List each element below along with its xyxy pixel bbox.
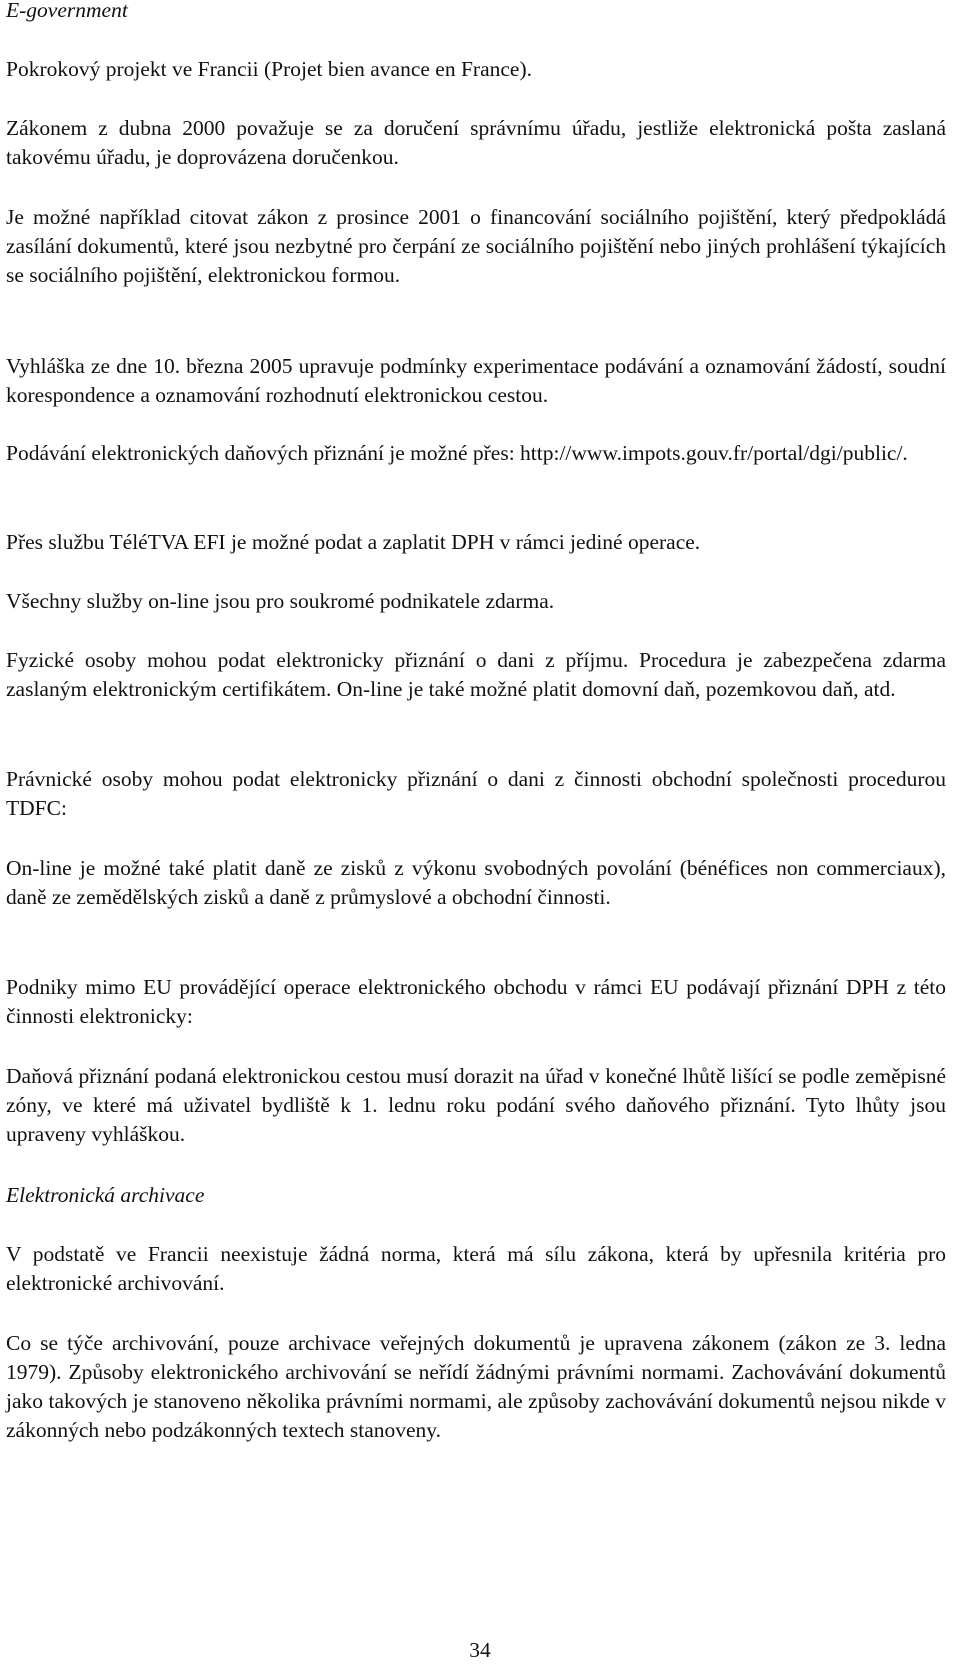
paragraph-natural-persons: Fyzické osoby mohou podat elektronicky přiznání o dani z příjmu. Procedura je zabezpečena zdarma zaslaným elektronickým certifikátem. On-line je také možné platit domovní daň, pozemkovou daň, atd. xyxy=(6,648,946,701)
page-number: 34 xyxy=(469,1638,491,1662)
heading-e-government: E-government xyxy=(6,0,128,22)
paragraph-decree-march-2005: Vyhláška ze dne 10. března 2005 upravuje podmínky experimentace podávání a oznamování žádostí, soudní korespondence a oznamování rozhodnutí elektronickou cestou. xyxy=(6,354,946,407)
paragraph-non-eu-companies: Podniky mimo EU provádějící operace elektronického obchodu v rámci EU podávají přiznání DPH z této činnosti elektronicky: xyxy=(6,975,946,1028)
paragraph-archiving-law: Co se týče archivování, pouze archivace veřejných dokumentů je upravena zákonem (zákon ze 3. ledna 1979). Způsoby elektronického archivování se neřídí žádnými právními normami. Zachovávání dokumentů jako takových je stanoveno několika právními normami, ale způsoby zachovávání dokumentů nejsou nikde v zákonných nebo podzákonných textech stanoveny. xyxy=(6,1331,946,1442)
paragraph-online-services-free: Všechny služby on-line jsou pro soukromé podnikatele zdarma. xyxy=(6,589,555,613)
paragraph-legal-entities: Právnické osoby mohou podat elektronicky přiznání o dani z činnosti obchodní společnosti procedurou TDFC: xyxy=(6,767,946,820)
paragraph-deadlines: Daňová přiznání podaná elektronickou cestou musí dorazit na úřad v konečné lhůtě lišící se podle zeměpisné zóny, ve které má uživatel bydliště k 1. lednu roku podání svého daňového přiznání. Tyto lhůty jsou upraveny vyhláškou. xyxy=(6,1064,946,1146)
paragraph-tax-returns-url: Podávání elektronických daňových přiznání je možné přes: http://www.impots.gouv.fr/portal/dgi/public/. xyxy=(6,441,908,465)
paragraph-teletva-efi: Přes službu TéléTVA EFI je možné podat a zaplatit DPH v rámci jediné operace. xyxy=(6,530,701,554)
heading-electronic-archiving: Elektronická archivace xyxy=(6,1183,205,1207)
paragraph-no-norm: V podstatě ve Francii neexistuje žádná norma, která má sílu zákona, která by upřesnila kritéria pro elektronické archivování. xyxy=(6,1242,946,1295)
paragraph-law-december-2001: Je možné například citovat zákon z prosince 2001 o financování sociálního pojištění, který předpokládá zasílání dokumentů, které jsou nezbytné pro čerpání ze sociálního pojištění nebo jiných prohlášení týkajících se sociálního pojištění, elektronickou formou. xyxy=(6,205,946,287)
paragraph-law-april-2000: Zákonem z dubna 2000 považuje se za doručení správnímu úřadu, jestliže elektronická pošta zaslaná takovému úřadu, je doprovázena doručenkou. xyxy=(6,116,946,169)
paragraph-profit-taxes: On-line je možné také platit daně ze zisků z výkonu svobodných povolání (bénéfices non commerciaux), daně ze zemědělských zisků a daně z průmyslové a obchodní činnosti. xyxy=(6,856,946,909)
paragraph-pilot-project: Pokrokový projekt ve Francii (Projet bien avance en France). xyxy=(6,57,532,81)
